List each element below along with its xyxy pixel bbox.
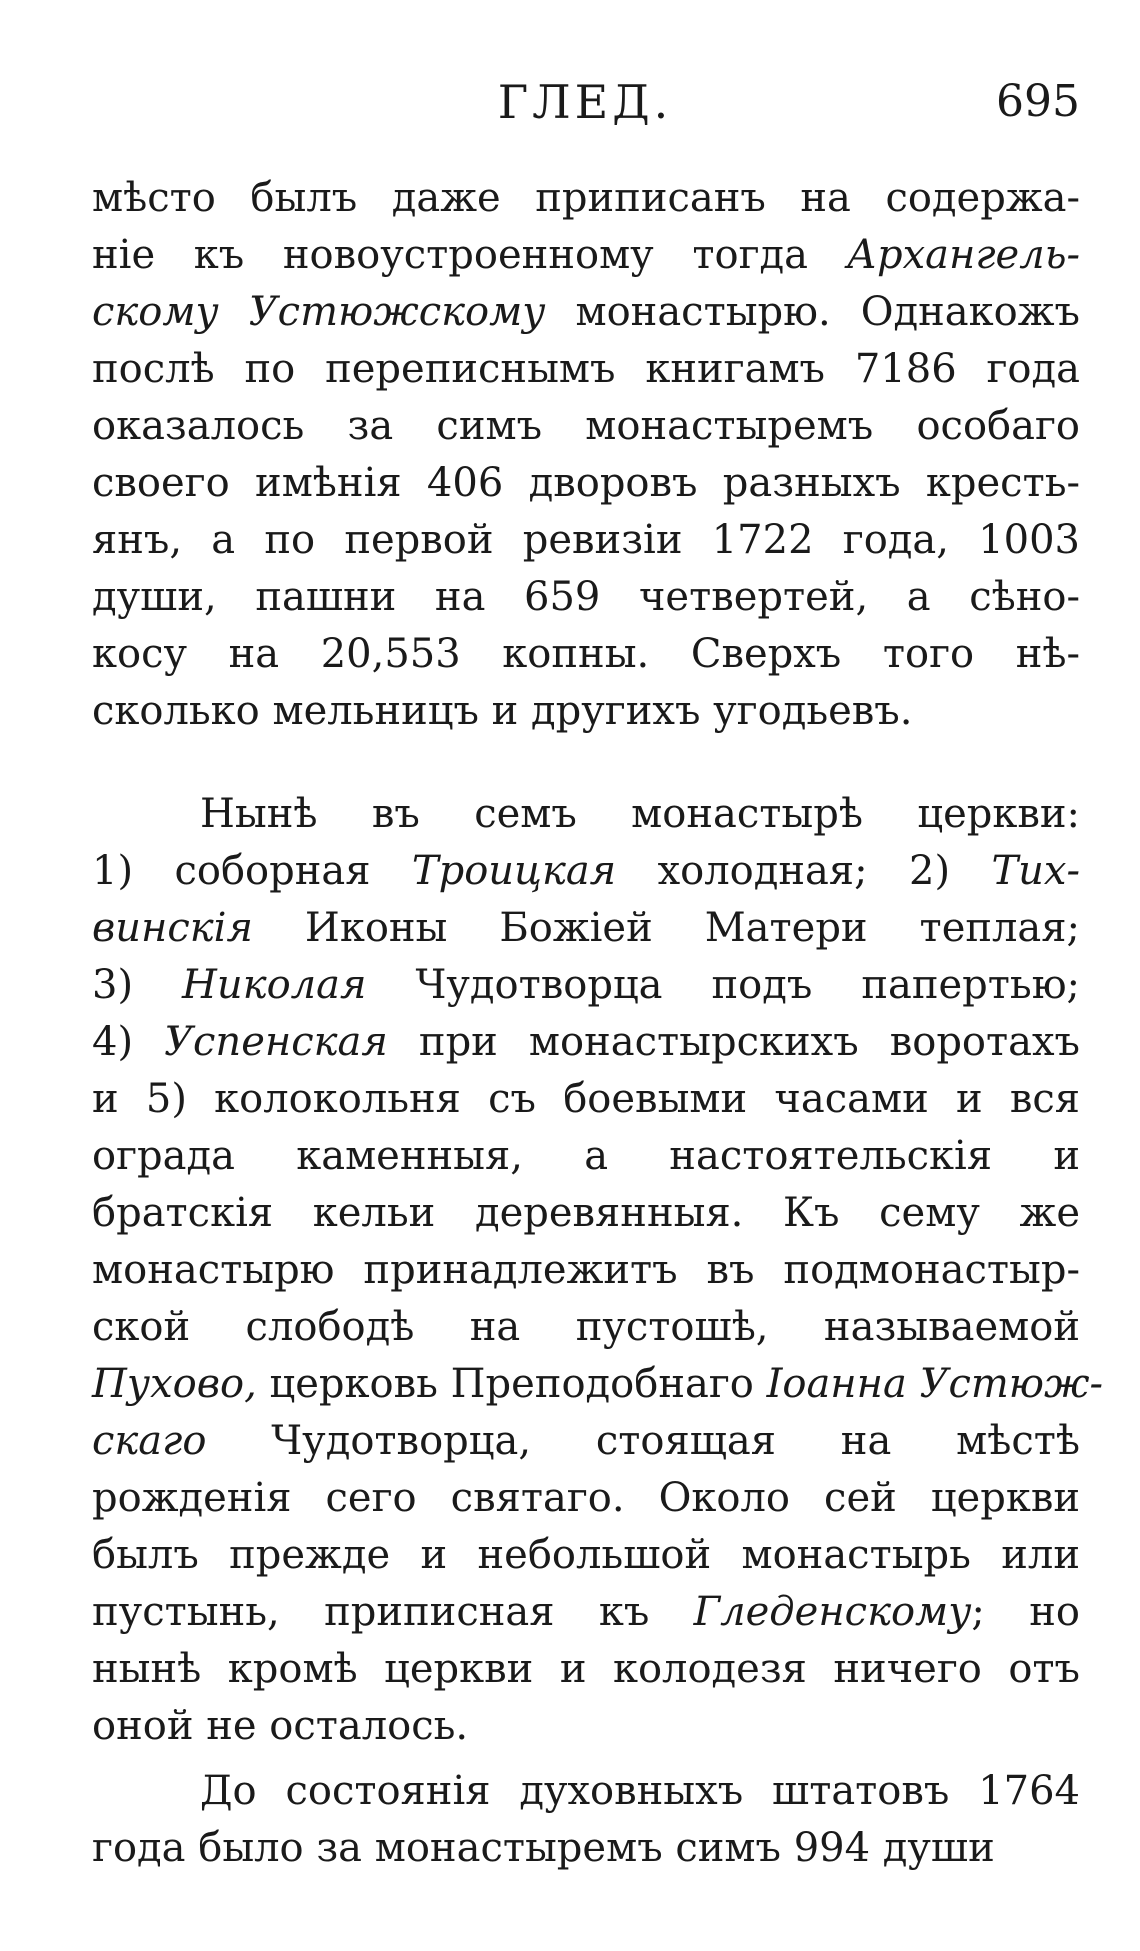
text-line xyxy=(92,284,1080,341)
text-run: души, пашни на 659 четвертей, а сѣно- xyxy=(92,574,1080,620)
running-head: ГЛЕД. xyxy=(497,75,673,129)
italic-run: Николая xyxy=(182,962,367,1008)
text-run: Иконы Божіей Матери теплая; xyxy=(252,905,1080,951)
text-run: братскія кельи деревянныя. Къ сему же xyxy=(92,1190,1080,1236)
italic-run: Пухово, xyxy=(92,1361,257,1407)
text-run: мѣсто былъ даже приписанъ на содержа- xyxy=(92,175,1080,221)
text-line xyxy=(92,455,1080,512)
italic-run: Гледенскому xyxy=(693,1589,972,1635)
text-line xyxy=(92,398,1080,455)
paragraph xyxy=(92,786,1104,1755)
text-line xyxy=(92,1698,1080,1755)
text-line xyxy=(92,1820,1080,1877)
page-number: 695 xyxy=(996,76,1080,127)
text-run: 4) xyxy=(92,1019,165,1065)
text-run: оной не осталось. xyxy=(92,1703,469,1749)
text-run: До состоянія духовныхъ штатовъ 1764 xyxy=(200,1768,1080,1814)
text-line xyxy=(92,569,1080,626)
text-line xyxy=(92,1763,1080,1820)
text-run: послѣ по переписнымъ книгамъ 7186 года xyxy=(92,346,1080,392)
text-line xyxy=(92,227,1080,284)
text-line xyxy=(92,1014,1080,1071)
text-run: ; но xyxy=(971,1589,1080,1635)
text-line xyxy=(92,1413,1080,1470)
text-run: и 5) колокольня съ боевыми часами и вся xyxy=(92,1076,1080,1122)
text-run: оказалось за симъ монастыремъ особаго xyxy=(92,403,1080,449)
text-line xyxy=(92,1584,1080,1641)
text-run: ніе къ новоустроенному тогда xyxy=(92,232,847,278)
text-run: монастырю принадлежитъ въ подмонастыр- xyxy=(92,1247,1080,1293)
paragraph xyxy=(92,170,1080,740)
text-line xyxy=(92,786,1080,843)
text-run: пустынь, приписная къ xyxy=(92,1589,694,1635)
text-line xyxy=(92,1242,1080,1299)
paragraph xyxy=(92,1763,1080,1877)
paragraph-gap xyxy=(92,1755,1080,1763)
text-line xyxy=(92,683,1080,740)
italic-run: скаго xyxy=(92,1418,207,1464)
text-run: косу на 20,553 копны. Сверхъ того нѣ- xyxy=(92,631,1080,677)
text-run: года было за монастыремъ симъ 994 души xyxy=(92,1825,995,1871)
text-line xyxy=(92,1299,1080,1356)
text-line xyxy=(92,170,1080,227)
italic-run: скому Устюжскому xyxy=(92,289,546,335)
text-line xyxy=(92,1185,1080,1242)
paragraph-gap xyxy=(92,740,1080,786)
text-run: церковь Преподобнаго xyxy=(256,1361,767,1407)
text-run: ограда каменныя, а настоятельскія и xyxy=(92,1133,1080,1179)
text-line xyxy=(92,1071,1080,1128)
text-line xyxy=(92,1356,1104,1413)
text-run: Нынѣ въ семъ монастырѣ церкви: xyxy=(200,791,1080,837)
text-run: при монастырскихъ воротахъ xyxy=(387,1019,1080,1065)
text-line xyxy=(92,341,1080,398)
text-run: сколько мельницъ и другихъ угодьевъ. xyxy=(92,688,913,734)
text-run: своего имѣнія 406 дворовъ разныхъ кресть- xyxy=(92,460,1080,506)
body-text xyxy=(92,170,1104,1877)
italic-run: Архангель- xyxy=(846,232,1080,278)
text-run: монастырю. Однакожъ xyxy=(545,289,1080,335)
page-header xyxy=(90,62,1080,142)
italic-run: Іоанна Устюж- xyxy=(766,1361,1104,1407)
text-run: былъ прежде и небольшой монастырь или xyxy=(92,1532,1080,1578)
text-line xyxy=(92,957,1080,1014)
text-run: Чудотворца, стоящая на мѣстѣ xyxy=(206,1418,1080,1464)
italic-run: винскія xyxy=(92,905,253,951)
text-run: Чудотворца подъ папертью; xyxy=(366,962,1080,1008)
text-run: нынѣ кромѣ церкви и колодезя ничего отъ xyxy=(92,1646,1080,1692)
italic-run: Тих- xyxy=(991,848,1080,894)
text-line xyxy=(92,1470,1080,1527)
text-run: 1) соборная xyxy=(92,848,412,894)
text-line xyxy=(92,900,1080,957)
text-line xyxy=(92,512,1080,569)
text-run: 3) xyxy=(92,962,183,1008)
text-run: ской слободѣ на пустошѣ, называемой xyxy=(92,1304,1080,1350)
text-line xyxy=(92,1527,1080,1584)
text-run: янъ, а по первой ревизіи 1722 года, 1003 xyxy=(92,517,1080,563)
text-run: рожденія сего святаго. Около сей церкви xyxy=(92,1475,1080,1521)
italic-run: Троицкая xyxy=(411,848,617,894)
text-run: холодная; 2) xyxy=(616,848,992,894)
text-line xyxy=(92,1128,1080,1185)
italic-run: Успенская xyxy=(164,1019,388,1065)
text-line xyxy=(92,843,1080,900)
text-line xyxy=(92,626,1080,683)
text-line xyxy=(92,1641,1080,1698)
